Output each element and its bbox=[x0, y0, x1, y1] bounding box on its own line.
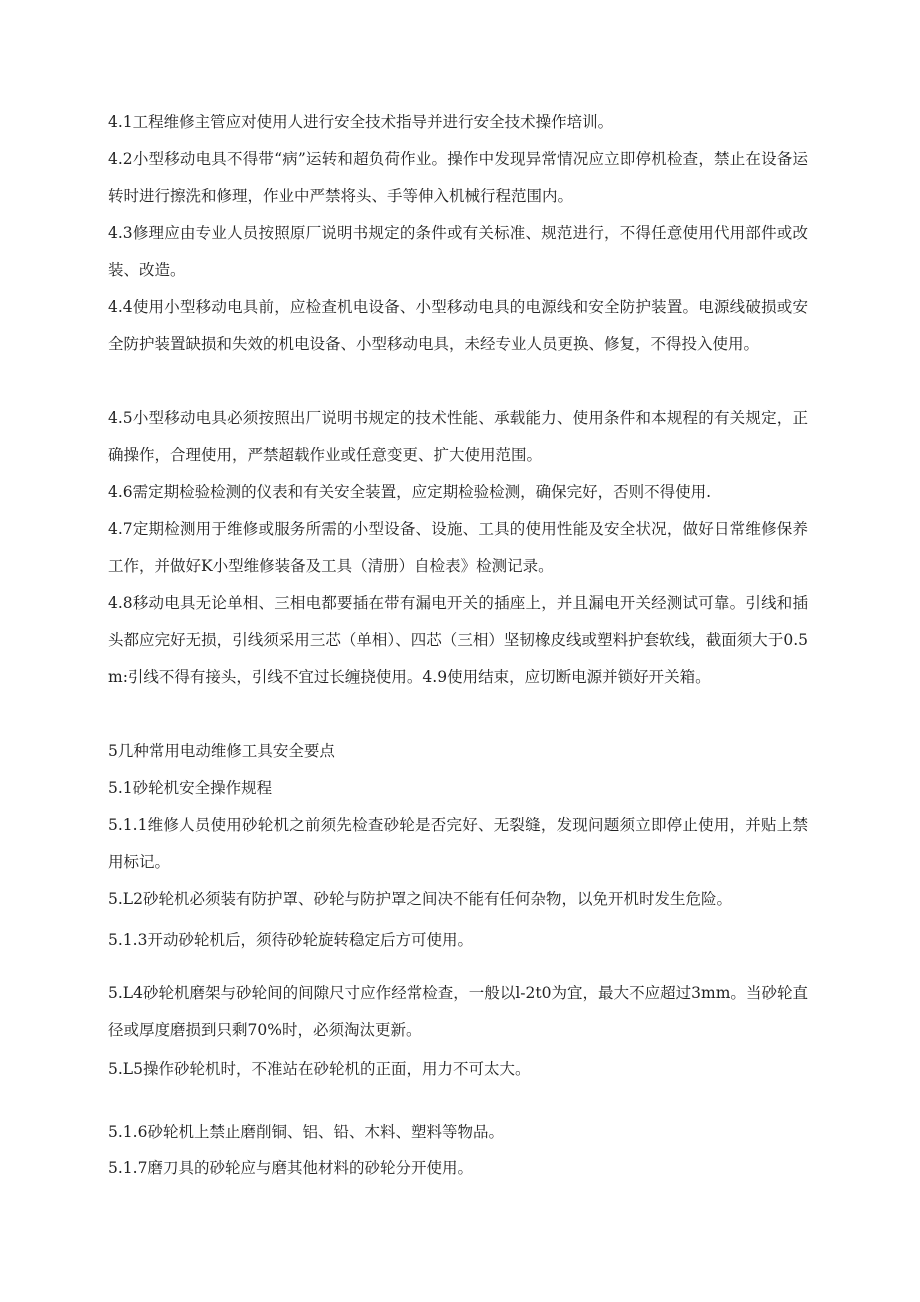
paragraph-4-3: 4.3修理应由专业人员按照原厂说明书规定的条件或有关标准、规范进行，不得任意使用代用部件或改装、改造。 bbox=[108, 224, 808, 279]
paragraph-4-5: 4.5小型移动电具必须按照出厂说明书规定的技术性能、承载能力、使用条件和本规程的有关规定，正确操作，合理使用，严禁超载作业或任意变更、扩大使用范围。 bbox=[108, 409, 808, 464]
paragraph-4-4: 4.4使用小型移动电具前，应检查机电设备、小型移动电具的电源线和安全防护装置。电源线破损或安全防护装置缺损和失效的机电设备、小型移动电具，未经专业人员更换、修复，不得投入使用。 bbox=[108, 298, 808, 353]
paragraph-4-2: 4.2小型移动电具不得带“病”运转和超负荷作业。操作中发现异常情况应立即停机检查，禁止在设备运转时进行擦洗和修理，作业中严禁将头、手等伸入机械行程范围内。 bbox=[108, 150, 808, 205]
paragraph-4-6: 4.6需定期检验检测的仪表和有关安全装置，应定期检验检测，确保完好，否则不得使用. bbox=[108, 483, 712, 501]
paragraph-4-1: 4.1工程维修主管应对使用人进行安全技术指导并进行安全技术操作培训。 bbox=[108, 113, 614, 131]
paragraph-5-1-5: 5.L5操作砂轮机时，不准站在砂轮机的正面，用力不可太大。 bbox=[108, 1060, 531, 1078]
section-heading-5-1: 5.1砂轮机安全操作规程 bbox=[108, 779, 273, 797]
paragraph-4-7: 4.7定期检测用于维修或服务所需的小型设备、设施、工具的使用性能及安全状况，做好日常维修保养工作，并做好K小型维修装备及工具（清册）自检表》检测记录。 bbox=[108, 520, 808, 575]
paragraph-5-1-7: 5.1.7磨刀具的砂轮应与磨其他材料的砂轮分开使用。 bbox=[108, 1159, 473, 1177]
paragraph-4-8: 4.8移动电具无论单相、三相电都要插在带有漏电开关的插座上，并且漏电开关经测试可靠。引线和插头都应完好无损，引线须采用三芯（单相）、四芯（三相）坚韧橡皮线或塑料护套软线，截面须大于0.5m:引线不得有接头，引线不宜过长缠挠使用。4.9使用结束，应切断电源并锁好开关箱。 bbox=[108, 594, 808, 686]
paragraph-5-1-4: 5.L4砂轮机磨架与砂轮间的间隙尺寸应作经常检查，一般以l-2t0为宜，最大不应超过3mm。当砂轮直径或厚度磨损到只剩70%时，必须淘汰更新。 bbox=[108, 984, 808, 1039]
paragraph-5-1-6: 5.1.6砂轮机上禁止磨削铜、铝、铅、木料、塑料等物品。 bbox=[108, 1123, 504, 1141]
section-heading-5: 5几种常用电动维修工具安全要点 bbox=[108, 742, 335, 760]
paragraph-5-1-3: 5.1.3开动砂轮机后，须待砂轮旋转稳定后方可使用。 bbox=[108, 931, 473, 949]
paragraph-5-1-2: 5.L2砂轮机必须装有防护罩、砂轮与防护罩之间决不能有任何杂物，以免开机时发生危险。 bbox=[108, 890, 732, 908]
paragraph-5-1-1: 5.1.1维修人员使用砂轮机之前须先检查砂轮是否完好、无裂缝，发现问题须立即停止使用，并贴上禁用标记。 bbox=[108, 816, 808, 871]
